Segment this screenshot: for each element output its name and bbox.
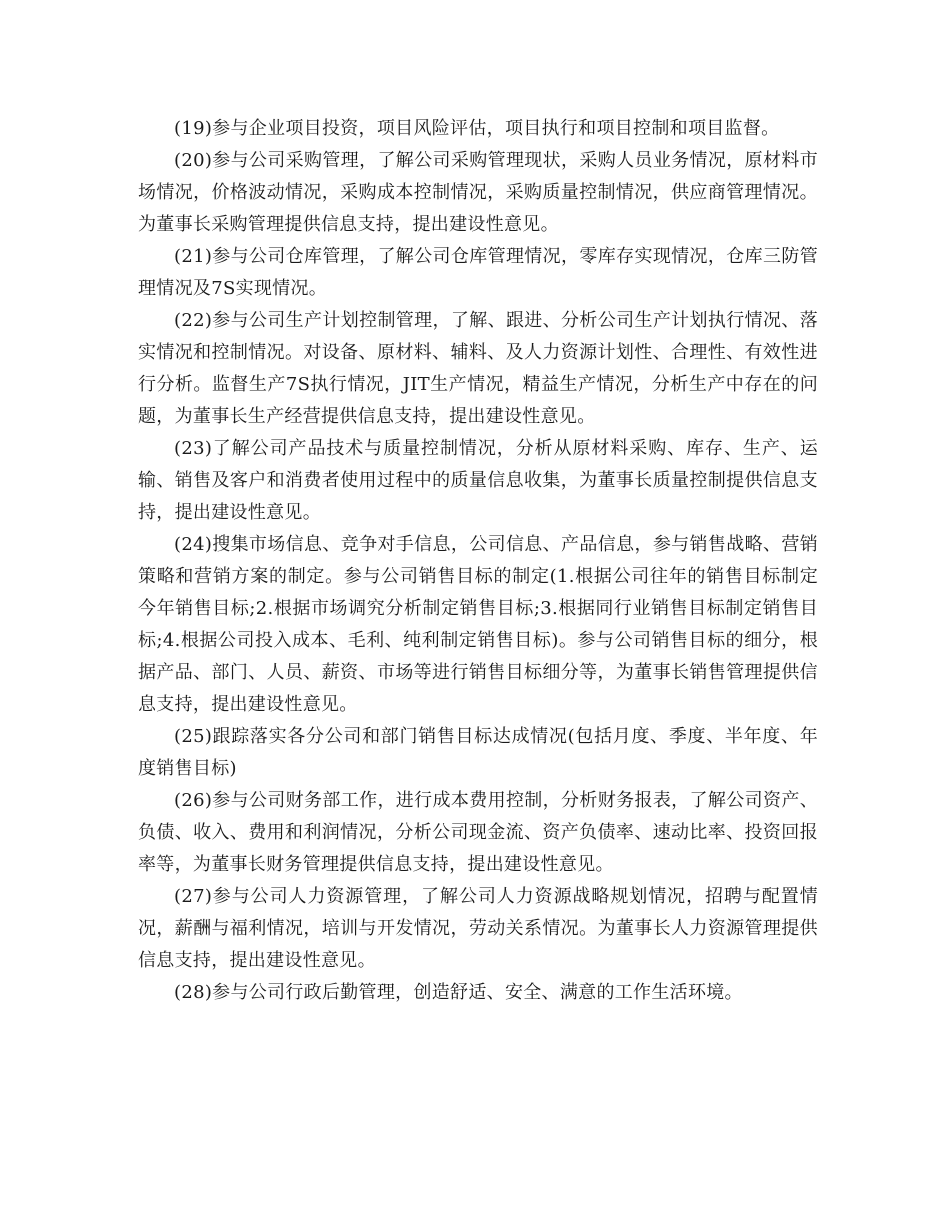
paragraph-20: (20)参与公司采购管理，了解公司采购管理现状，采购人员业务情况，原材料市场情况，价格波动情况，采购成本控制情况，采购质量控制情况，供应商管理情况。为董事长采购管理提供信息支持，提出建设性意见。 <box>138 150 818 235</box>
paragraph-21: (21)参与公司仓库管理，了解公司仓库管理情况，零库存实现情况，仓库三防管理情况及7S实现情况。 <box>138 246 818 299</box>
paragraph-25: (25)跟踪落实各分公司和部门销售目标达成情况(包括月度、季度、半年度、年度销售目标) <box>138 726 818 779</box>
paragraph-24: (24)搜集市场信息、竞争对手信息，公司信息、产品信息，参与销售战略、营销策略和营销方案的制定。参与公司销售目标的制定(1.根据公司往年的销售目标制定今年销售目标;2.根据市场调究分析制定销售目标;3.根据同行业销售目标制定销售目标;4.根据公司投入成本、毛利、纯利制定销售目标)。参与公司销售目标的细分，根据产品、部门、人员、薪资、市场等进行销售目标细分等，为董事长销售管理提供信息支持，提出建设性意见。 <box>138 534 818 715</box>
paragraph-19: (19)参与企业项目投资，项目风险评估，项目执行和项目控制和项目监督。 <box>174 118 780 139</box>
paragraph-28: (28)参与公司行政后勤管理，创造舒适、安全、满意的工作生活环境。 <box>174 982 743 1003</box>
paragraph-26: (26)参与公司财务部工作，进行成本费用控制，分析财务报表，了解公司资产、负债、收入、费用和利润情况，分析公司现金流、资产负债率、速动比率、投资回报率等，为董事长财务管理提供信息支持，提出建设性意见。 <box>138 790 818 875</box>
paragraph-27: (27)参与公司人力资源管理，了解公司人力资源战略规划情况，招聘与配置情况，薪酬与福利情况，培训与开发情况，劳动关系情况。为董事长人力资源管理提供信息支持，提出建设性意见。 <box>138 886 818 971</box>
document-body <box>138 113 818 1009</box>
paragraph-22: (22)参与公司生产计划控制管理，了解、跟进、分析公司生产计划执行情况、落实情况和控制情况。对设备、原材料、辅料、及人力资源计划性、合理性、有效性进行分析。监督生产7S执行情况，JIT生产情况，精益生产情况，分析生产中存在的问题，为董事长生产经营提供信息支持，提出建设性意见。 <box>138 310 818 427</box>
paragraph-23: (23)了解公司产品技术与质量控制情况，分析从原材料采购、库存、生产、运输、销售及客户和消费者使用过程中的质量信息收集，为董事长质量控制提供信息支持，提出建设性意见。 <box>138 438 818 523</box>
